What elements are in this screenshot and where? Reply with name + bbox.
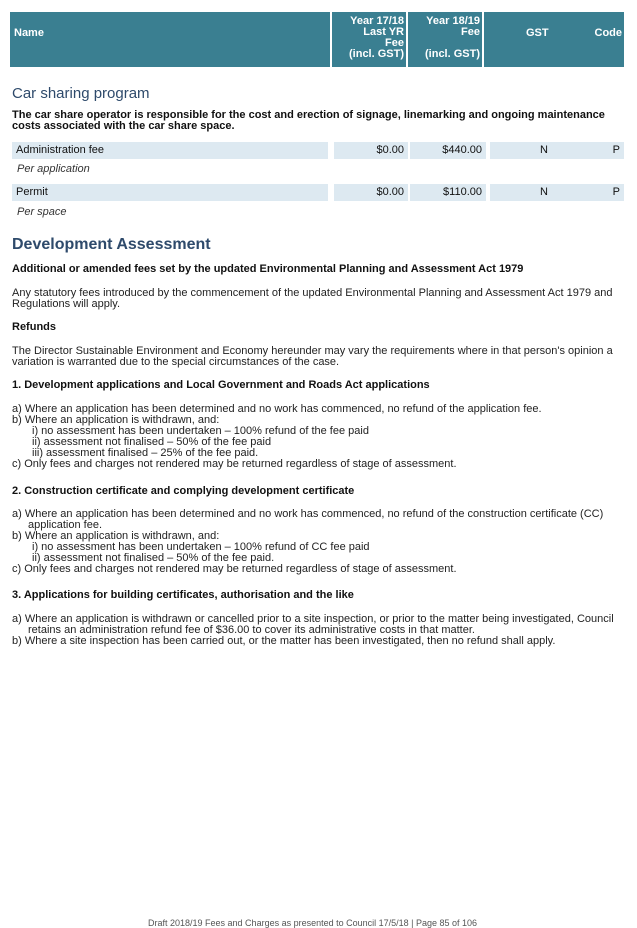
header-text: Year 18/19 <box>426 15 480 27</box>
header-text: Last YR <box>363 26 404 38</box>
header-text: (incl. GST) <box>425 48 480 60</box>
fee-name: Permit <box>12 184 328 201</box>
header-gst: GST <box>526 27 549 39</box>
list-item: a) Where an application is withdrawn or cancelled prior to a site inspection, or prior to the matter being investigated, Council retains an administration refund fee of $36.00 to cover its administrative costs in that matter. <box>12 613 614 636</box>
fee-gst-code <box>490 142 624 159</box>
header-name: Name <box>10 12 330 67</box>
fee-last-year: $0.00 <box>334 142 408 159</box>
fee-current: $440.00 <box>410 142 486 159</box>
list-item: a) Where an application has been determined and no work has commenced, no refund of the construction certificate (CC) application fee. <box>12 508 604 531</box>
header-text: (incl. GST) <box>349 48 404 60</box>
fee-name: Administration fee <box>12 142 328 159</box>
list-item: i) no assessment has been undertaken – 100% refund of CC fee paid <box>32 541 370 553</box>
header-year-1819 <box>408 12 482 67</box>
list-item: b) Where an application is withdrawn, and: <box>12 530 220 542</box>
list-item: c) Only fees and charges not rendered may be returned regardless of stage of assessment. <box>12 563 457 575</box>
fee-last-year: $0.00 <box>334 184 408 201</box>
page-footer: Draft 2018/19 Fees and Charges as presented to Council 17/5/18 | Page 85 of 106 <box>148 918 478 928</box>
list-item: c) Only fees and charges not rendered may be returned regardless of stage of assessment. <box>12 458 457 470</box>
subheading-section-1: 1. Development applications and Local Government and Roads Act applications <box>12 379 430 391</box>
paragraph-statutory-fees: Any statutory fees introduced by the commencement of the updated Environmental Planning and Assessment Act 1979 and Regulations will apply. <box>12 287 613 310</box>
car-sharing-intro: The car share operator is responsible for the cost and erection of signage, linemarking and ongoing maintenance costs associated with the car share space. <box>12 109 605 132</box>
fee-gst: N <box>540 144 548 156</box>
list-item: a) Where an application has been determined and no work has commenced, no refund of the application fee. <box>12 403 542 415</box>
list-item: ii) assessment not finalised – 50% of the fee paid. <box>32 552 275 564</box>
header-code: Code <box>594 27 622 39</box>
header-text: Fee <box>385 37 404 49</box>
header-text: Year 17/18 <box>350 15 404 27</box>
fee-unit: Per space <box>17 206 67 218</box>
subheading-refunds: Refunds <box>12 321 56 333</box>
subheading-section-2: 2. Construction certificate and complying development certificate <box>12 485 355 497</box>
paragraph-refunds: The Director Sustainable Environment and Economy hereunder may vary the requirements where in that person's opinion a variation is warranted due to the special circumstances of the case. <box>12 345 613 368</box>
list-section-3 <box>12 614 622 647</box>
list-item: b) Where a site inspection has been carried out, or the matter has been investigated, then no refund shall apply. <box>12 635 556 647</box>
list-section-2 <box>12 509 622 575</box>
list-item: b) Where an application is withdrawn, and: <box>12 414 220 426</box>
header-text: Fee <box>461 26 480 38</box>
fee-current: $110.00 <box>410 184 486 201</box>
fee-row <box>12 142 624 159</box>
list-section-1 <box>12 404 622 470</box>
fee-unit: Per application <box>17 163 90 175</box>
list-item: ii) assessment not finalised – 50% of the fee paid <box>32 436 272 448</box>
header-year-1718 <box>332 12 406 67</box>
subheading-statutory-fees: Additional or amended fees set by the updated Environmental Planning and Assessment Act 1979 <box>12 263 524 275</box>
header-gst-code <box>484 12 624 67</box>
fee-table-header <box>10 12 624 67</box>
section-title-car-sharing: Car sharing program <box>12 85 150 102</box>
list-item: i) no assessment has been undertaken – 100% refund of the fee paid <box>32 425 369 437</box>
fee-gst-code <box>490 184 624 201</box>
fee-row <box>12 184 624 201</box>
fee-gst: N <box>540 186 548 198</box>
subheading-section-3: 3. Applications for building certificates, authorisation and the like <box>12 589 354 601</box>
fee-code: P <box>612 186 620 198</box>
section-title-development-assessment: Development Assessment <box>12 236 211 253</box>
fee-code: P <box>612 144 620 156</box>
list-item: iii) assessment finalised – 25% of the fee paid. <box>32 447 259 459</box>
